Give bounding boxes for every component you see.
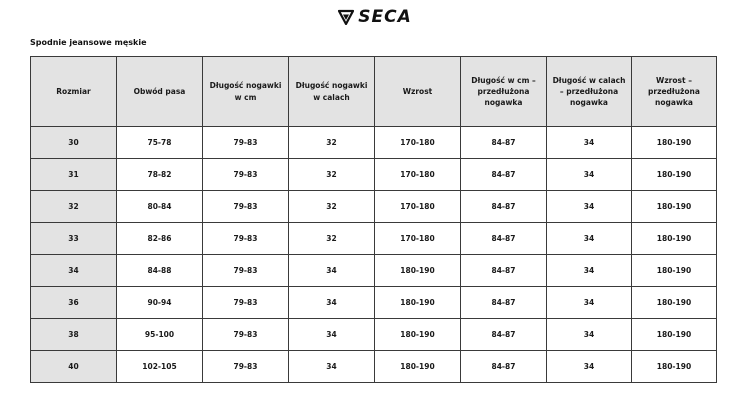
size-cell: 40 <box>31 351 117 383</box>
table-cell: 82-86 <box>117 223 203 255</box>
table-cell: 34 <box>547 351 632 383</box>
table-row <box>31 127 717 159</box>
table-cell: 180-190 <box>632 127 717 159</box>
table-cell: 180-190 <box>632 287 717 319</box>
table-cell: 79-83 <box>203 255 289 287</box>
table-cell: 79-83 <box>203 351 289 383</box>
size-cell: 30 <box>31 127 117 159</box>
size-cell: 31 <box>31 159 117 191</box>
table-cell: 34 <box>289 319 375 351</box>
table-cell: 34 <box>289 351 375 383</box>
table-cell: 79-83 <box>203 287 289 319</box>
table-cell: 180-190 <box>632 319 717 351</box>
table-cell: 32 <box>289 159 375 191</box>
table-cell: 84-87 <box>461 351 547 383</box>
table-cell: 34 <box>547 159 632 191</box>
size-cell: 34 <box>31 255 117 287</box>
table-cell: 180-190 <box>632 351 717 383</box>
table-cell: 32 <box>289 223 375 255</box>
table-cell: 102-105 <box>117 351 203 383</box>
column-header: Wzrost – przedłużona nogawka <box>632 57 717 127</box>
table-cell: 180-190 <box>375 287 461 319</box>
table-header <box>31 57 717 127</box>
table-cell: 170-180 <box>375 159 461 191</box>
table-cell: 180-190 <box>375 319 461 351</box>
table-cell: 79-83 <box>203 191 289 223</box>
table-body <box>31 127 717 383</box>
table-row <box>31 223 717 255</box>
table-cell: 170-180 <box>375 223 461 255</box>
table-cell: 34 <box>547 319 632 351</box>
column-header: Rozmiar <box>31 57 117 127</box>
column-header: Wzrost <box>375 57 461 127</box>
table-cell: 34 <box>547 191 632 223</box>
table-row <box>31 255 717 287</box>
table-cell: 80-84 <box>117 191 203 223</box>
table-cell: 84-87 <box>461 287 547 319</box>
table-cell: 34 <box>289 287 375 319</box>
table-cell: 84-87 <box>461 127 547 159</box>
table-cell: 78-82 <box>117 159 203 191</box>
size-cell: 38 <box>31 319 117 351</box>
table-cell: 180-190 <box>375 255 461 287</box>
size-cell: 36 <box>31 287 117 319</box>
table-cell: 84-87 <box>461 255 547 287</box>
seca-shield-icon <box>338 9 354 25</box>
table-cell: 180-190 <box>632 191 717 223</box>
size-cell: 33 <box>31 223 117 255</box>
column-header: Długość nogawki w cm <box>203 57 289 127</box>
table-cell: 32 <box>289 127 375 159</box>
table-header-row <box>31 57 717 127</box>
table-cell: 180-190 <box>632 159 717 191</box>
table-row <box>31 191 717 223</box>
brand-logo <box>0 6 750 28</box>
table-cell: 84-87 <box>461 319 547 351</box>
table-cell: 79-83 <box>203 127 289 159</box>
size-table <box>30 56 717 383</box>
brand-logo-inner <box>338 7 412 27</box>
table-cell: 84-87 <box>461 159 547 191</box>
table-cell: 34 <box>289 255 375 287</box>
table-cell: 180-190 <box>632 223 717 255</box>
table-cell: 34 <box>547 255 632 287</box>
table-cell: 34 <box>547 223 632 255</box>
brand-name: SECA <box>358 7 412 27</box>
table-cell: 84-88 <box>117 255 203 287</box>
table-cell: 79-83 <box>203 319 289 351</box>
table-cell: 170-180 <box>375 127 461 159</box>
table-cell: 75-78 <box>117 127 203 159</box>
table-row <box>31 159 717 191</box>
column-header: Długość w cm – przedłużona nogawka <box>461 57 547 127</box>
table-row <box>31 287 717 319</box>
column-header: Długość nogawki w calach <box>289 57 375 127</box>
table-cell: 170-180 <box>375 191 461 223</box>
table-cell: 84-87 <box>461 191 547 223</box>
table-cell: 180-190 <box>632 255 717 287</box>
table-row <box>31 351 717 383</box>
table-row <box>31 319 717 351</box>
column-header: Obwód pasa <box>117 57 203 127</box>
size-cell: 32 <box>31 191 117 223</box>
table-cell: 32 <box>289 191 375 223</box>
table-cell: 79-83 <box>203 223 289 255</box>
document-title: Spodnie jeansowe męskie <box>30 38 147 47</box>
table-cell: 79-83 <box>203 159 289 191</box>
table-cell: 180-190 <box>375 351 461 383</box>
table-cell: 34 <box>547 127 632 159</box>
column-header: Długość w calach – przedłużona nogawka <box>547 57 632 127</box>
table-cell: 90-94 <box>117 287 203 319</box>
table-cell: 84-87 <box>461 223 547 255</box>
table-cell: 34 <box>547 287 632 319</box>
table-cell: 95-100 <box>117 319 203 351</box>
